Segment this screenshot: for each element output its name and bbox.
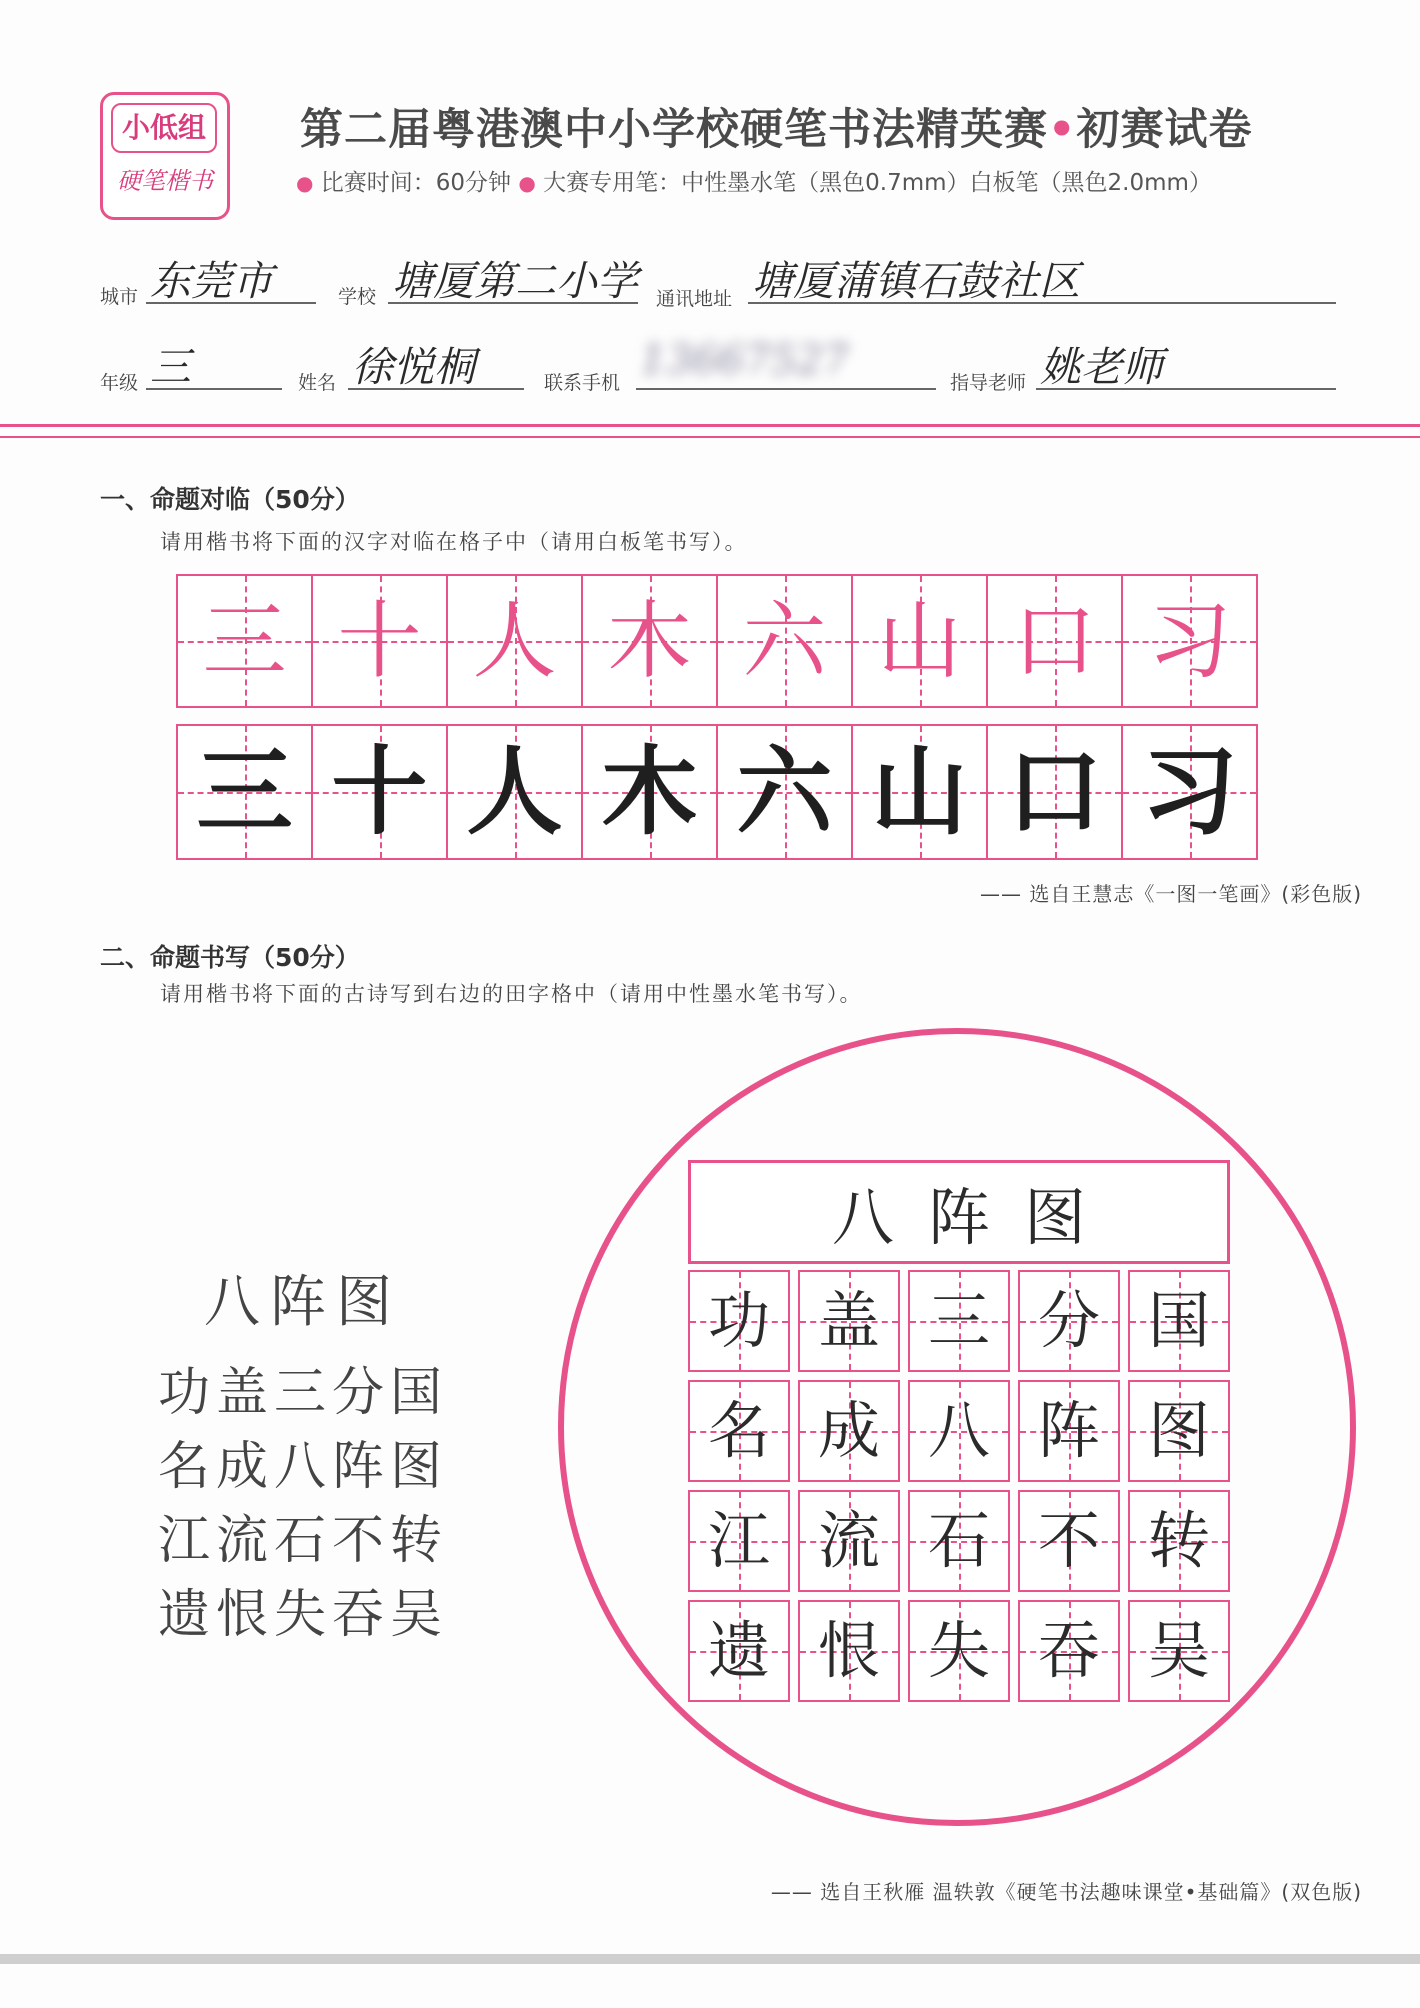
- exam-pen: 大赛专用笔：中性墨水笔（黑色0.7mm）白板笔（黑色2.0mm）: [543, 170, 1212, 196]
- city-label: 城市: [100, 286, 139, 308]
- model-char: 六: [742, 592, 827, 690]
- answer-cell[interactable]: [688, 1270, 790, 1372]
- city-underline: [146, 302, 316, 304]
- model-cell: [583, 576, 718, 706]
- answer-cell[interactable]: [908, 1270, 1010, 1372]
- answer-char: 失: [927, 1614, 990, 1687]
- address-label: 通讯地址: [656, 288, 733, 310]
- copy-cell[interactable]: [448, 726, 583, 858]
- written-char: 口: [1006, 736, 1103, 848]
- city-value[interactable]: 东莞市: [150, 257, 273, 305]
- copy-cell[interactable]: [313, 726, 448, 858]
- written-char: 六: [736, 736, 833, 848]
- phone-label: 联系手机: [544, 372, 621, 394]
- written-char: 木: [601, 736, 698, 848]
- model-char: 山: [877, 592, 962, 690]
- model-cell: [313, 576, 448, 706]
- poem-line: 遗恨失吞吴: [158, 1585, 449, 1645]
- school-label: 学校: [338, 286, 377, 308]
- model-char: 口: [1012, 592, 1097, 690]
- address-underline: [748, 302, 1336, 304]
- answer-cell[interactable]: [1128, 1600, 1230, 1702]
- divider: [0, 424, 1420, 427]
- answer-cell[interactable]: [798, 1490, 900, 1592]
- poem-line: 江流石不转: [158, 1511, 449, 1571]
- model-cell: [718, 576, 853, 706]
- answer-char: 流: [817, 1504, 880, 1577]
- answer-char: 成: [817, 1394, 880, 1467]
- copy-grid[interactable]: [176, 724, 1258, 860]
- answer-char: 功: [707, 1284, 770, 1357]
- name-label: 姓名: [298, 372, 337, 394]
- answer-title: 八阵图: [831, 1180, 1120, 1254]
- phone-value[interactable]: 13667527: [640, 336, 849, 384]
- badge-style-label: 硬笔楷书: [117, 167, 213, 195]
- poem-line: 名成八阵图: [158, 1437, 449, 1497]
- answer-char: 三: [927, 1284, 990, 1357]
- model-char: 十: [337, 592, 422, 690]
- page-title: [300, 96, 1252, 157]
- exam-time: 比赛时间：60分钟: [320, 170, 512, 196]
- teacher-label: 指导老师: [950, 372, 1027, 394]
- answer-grid[interactable]: [688, 1270, 1230, 1702]
- model-char: 人: [472, 592, 557, 690]
- answer-cell[interactable]: [688, 1490, 790, 1592]
- section2-credit: —— 选自王秋雁 温轶敦《硬笔书法趣味课堂•基础篇》(双色版): [770, 1880, 1362, 1904]
- teacher-underline: [1036, 388, 1336, 390]
- model-char: 三: [202, 592, 287, 690]
- exam-info: [296, 164, 1212, 197]
- copy-cell[interactable]: [1123, 726, 1256, 858]
- answer-title-box[interactable]: [688, 1160, 1230, 1264]
- bullet-icon: ●: [296, 171, 314, 195]
- answer-cell[interactable]: [1128, 1490, 1230, 1592]
- model-char: 木: [607, 592, 692, 690]
- address-value[interactable]: 塘厦蒲镇石鼓社区: [752, 257, 1080, 305]
- section2-instruction: 请用楷书将下面的古诗写到右边的田字格中（请用中性墨水笔书写）。: [160, 982, 863, 1006]
- divider: [0, 436, 1420, 438]
- answer-char: 吞: [1037, 1614, 1100, 1687]
- model-cell: [988, 576, 1123, 706]
- answer-cell[interactable]: [798, 1270, 900, 1372]
- answer-char: 国: [1147, 1284, 1210, 1357]
- answer-char: 阵: [1037, 1394, 1100, 1467]
- answer-char: 分: [1037, 1284, 1100, 1357]
- copy-cell[interactable]: [853, 726, 988, 858]
- phone-underline: [636, 388, 936, 390]
- answer-char: 图: [1147, 1394, 1210, 1467]
- answer-cell[interactable]: [798, 1380, 900, 1482]
- title-main: 第二届粤港澳中小学校硬笔书法精英赛: [300, 105, 1048, 155]
- answer-char: 遗: [707, 1614, 770, 1687]
- model-grid: [176, 574, 1258, 708]
- answer-char: 江: [707, 1504, 770, 1577]
- answer-char: 转: [1147, 1504, 1210, 1577]
- grade-underline: [146, 388, 282, 390]
- copy-cell[interactable]: [178, 726, 313, 858]
- poem-title: 八阵图: [204, 1270, 402, 1335]
- category-badge: [100, 92, 230, 220]
- answer-cell[interactable]: [1128, 1270, 1230, 1372]
- school-value[interactable]: 塘厦第二小学: [392, 257, 638, 305]
- name-underline: [348, 388, 524, 390]
- answer-cell[interactable]: [688, 1600, 790, 1702]
- name-value[interactable]: 徐悦桐: [352, 343, 475, 391]
- section1-credit: —— 选自王慧志《一图一笔画》(彩色版): [980, 882, 1362, 906]
- written-char: 三: [196, 736, 293, 848]
- copy-cell[interactable]: [988, 726, 1123, 858]
- grade-value[interactable]: 三: [150, 343, 191, 391]
- badge-group-label: 小低组: [111, 103, 217, 153]
- answer-char: 不: [1037, 1504, 1100, 1577]
- answer-char: 吴: [1147, 1614, 1210, 1687]
- written-char: 习: [1141, 736, 1238, 848]
- answer-char: 名: [707, 1394, 770, 1467]
- poem-line: 功盖三分国: [158, 1363, 449, 1423]
- copy-cell[interactable]: [583, 726, 718, 858]
- bottom-band: [0, 1954, 1420, 1964]
- copy-cell[interactable]: [718, 726, 853, 858]
- written-char: 十: [331, 736, 428, 848]
- answer-cell[interactable]: [908, 1490, 1010, 1592]
- title-separator: •: [1048, 105, 1077, 155]
- answer-cell[interactable]: [688, 1380, 790, 1482]
- teacher-value[interactable]: 姚老师: [1040, 343, 1163, 391]
- grade-label: 年级: [100, 372, 139, 394]
- model-cell: [853, 576, 988, 706]
- answer-cell[interactable]: [1128, 1380, 1230, 1482]
- model-char: 习: [1147, 592, 1232, 690]
- answer-char: 石: [927, 1504, 990, 1577]
- school-underline: [388, 302, 638, 304]
- model-cell: [448, 576, 583, 706]
- answer-cell[interactable]: [1018, 1270, 1120, 1372]
- section1-instruction: 请用楷书将下面的汉字对临在格子中（请用白板笔书写）。: [160, 530, 748, 554]
- section1-title: 一、命题对临（50分）: [100, 485, 360, 514]
- section2-title: 二、命题书写（50分）: [100, 943, 360, 972]
- bullet-icon: ●: [518, 171, 536, 195]
- answer-cell[interactable]: [1018, 1380, 1120, 1482]
- written-char: 人: [466, 736, 563, 848]
- answer-char: 盖: [817, 1284, 880, 1357]
- answer-cell[interactable]: [1018, 1600, 1120, 1702]
- answer-cell[interactable]: [908, 1380, 1010, 1482]
- model-cell: [178, 576, 313, 706]
- answer-char: 恨: [817, 1614, 880, 1687]
- model-cell: [1123, 576, 1256, 706]
- answer-cell[interactable]: [908, 1600, 1010, 1702]
- title-tail: 初赛试卷: [1076, 105, 1253, 155]
- answer-char: 八: [927, 1394, 990, 1467]
- written-char: 山: [871, 736, 968, 848]
- answer-cell[interactable]: [1018, 1490, 1120, 1592]
- answer-cell[interactable]: [798, 1600, 900, 1702]
